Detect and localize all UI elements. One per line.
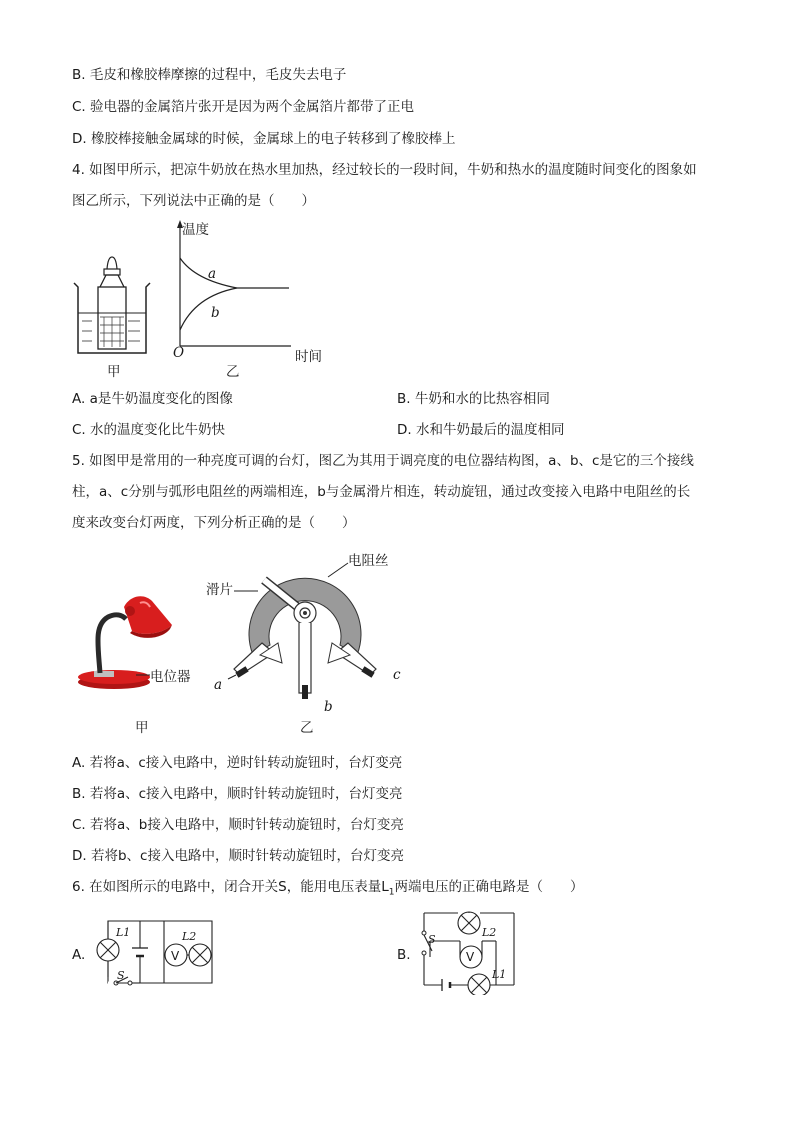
circuit-b-l1-label: L1 (492, 968, 507, 981)
q5-potentiometer-diagram (220, 545, 410, 720)
q4-stem-line1: 4. 如图甲所示，把凉牛奶放在热水里加热，经过较长的一段时间，牛奶和热水的温度随时间变化的图象如 (72, 162, 697, 178)
circuit-a-v-label: V (171, 949, 180, 963)
q4-option-b: B. 牛奶和水的比热容相同 (397, 391, 550, 407)
q5-option-a: A. 若将a、c接入电路中，逆时针转动旋钮时，台灯变亮 (72, 755, 403, 771)
q4-option-c: C. 水的温度变化比牛奶快 (72, 422, 226, 438)
resistance-wire-label: 电阻丝 (348, 553, 389, 569)
slider-label: 滑片 (206, 582, 233, 598)
q3-option-b: B. 毛皮和橡胶棒摩擦的过程中，毛皮失去电子 (72, 67, 347, 83)
q5-figure-jia-caption: 甲 (135, 720, 149, 736)
graph-curve-b-label: b (211, 305, 220, 321)
q6-stem: 6. 在如图所示的电路中，闭合开关S，能用电压表量$L_1$两端电压的正确电路是（ ） (72, 879, 584, 898)
q5-stem-line2: 柱，a、c分别与弧形电阻丝的两端相连，b与金属滑片相连，转动旋钮，通过改变接入电路中电阻丝的长 (72, 484, 691, 500)
terminal-c-label: c (393, 667, 401, 683)
q4-figure-yi-caption: 乙 (226, 364, 240, 380)
q6-option-a-label: A. (72, 947, 86, 963)
circuit-b-s-label: S (428, 933, 436, 946)
q5-option-b: B. 若将a、c接入电路中，顺时针转动旋钮时，台灯变亮 (72, 786, 403, 802)
circuit-a-s-label: S (117, 969, 125, 982)
potentiometer-label: 电位器 (150, 669, 191, 685)
q5-stem-line3: 度来改变台灯两度，下列分析正确的是（ ） (72, 515, 356, 531)
q5-option-c: C. 若将a、b接入电路中，顺时针转动旋钮时，台灯变亮 (72, 817, 404, 833)
q6-option-b-label: B. (397, 947, 411, 963)
q4-option-a: A. a是牛奶温度变化的图像 (72, 391, 233, 407)
q4-stem-line2: 图乙所示，下列说法中正确的是（ ） (72, 193, 315, 209)
q5-stem-line1: 5. 如图甲是常用的一种亮度可调的台灯，图乙为其用于调亮度的电位器结构图，a、b、c是它的三个接线 (72, 453, 694, 469)
circuit-a-l2-label: L2 (182, 930, 197, 943)
terminal-b-label: b (324, 699, 333, 715)
q6-circuit-a (92, 915, 222, 990)
circuit-b-l2-label: L2 (482, 926, 497, 939)
graph-x-axis-label: 时间 (295, 349, 322, 365)
q5-figure-yi-caption: 乙 (300, 720, 314, 736)
q4-figure-yi-graph (165, 218, 335, 368)
circuit-a-l1-label: L1 (116, 926, 131, 939)
graph-y-axis-label: 温度 (182, 222, 209, 238)
graph-origin-label: O (173, 345, 185, 361)
q3-option-c: C. 验电器的金属箔片张开是因为两个金属箔片都带了正电 (72, 99, 415, 115)
terminal-a-label: a (214, 677, 223, 693)
q4-figure-jia-caption: 甲 (107, 364, 121, 380)
q4-option-d: D. 水和牛奶最后的温度相同 (397, 422, 565, 438)
circuit-b-v-label: V (466, 950, 475, 964)
q3-option-d: D. 橡胶棒接触金属球的时候，金属球上的电子转移到了橡胶棒上 (72, 131, 456, 147)
graph-curve-a-label: a (208, 266, 217, 282)
q5-option-d: D. 若将b、c接入电路中，顺时针转动旋钮时，台灯变亮 (72, 848, 404, 864)
